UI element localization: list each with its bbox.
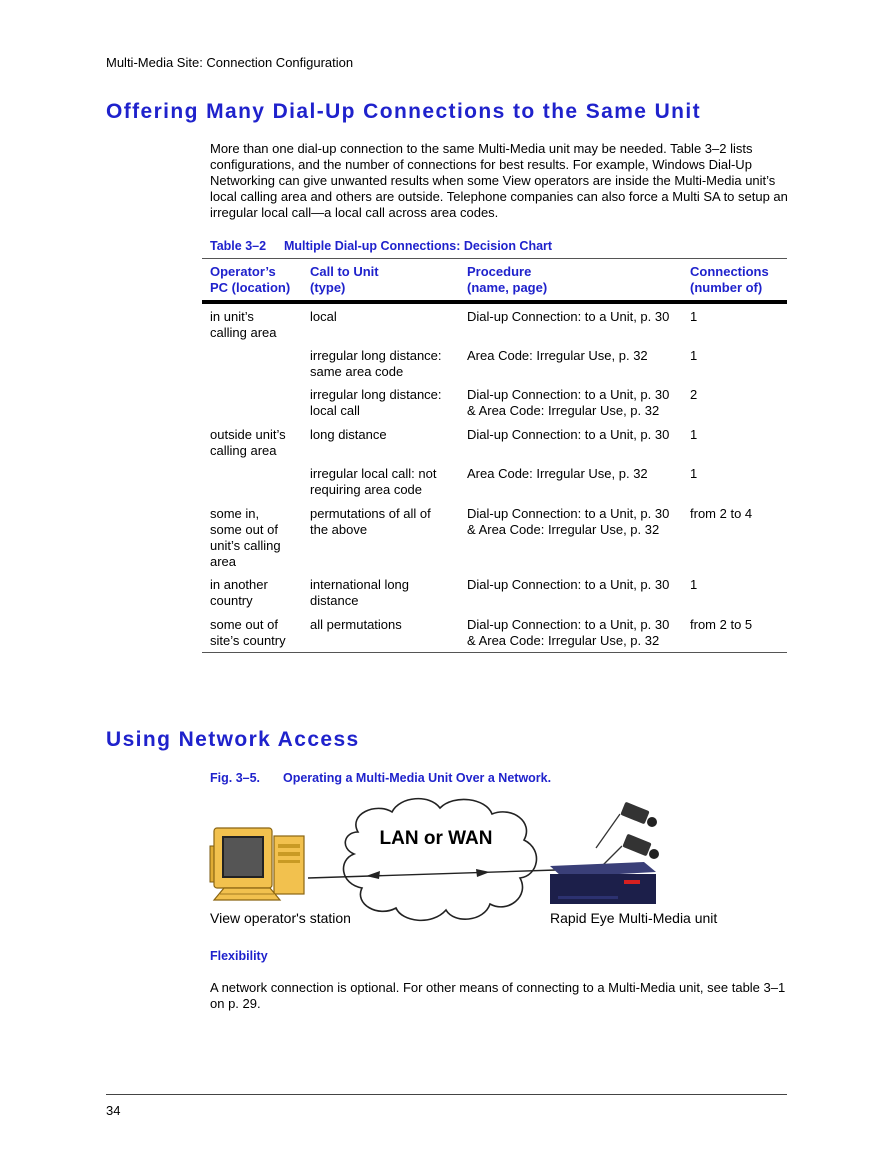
network-figure [208,792,720,932]
table-cell: Dial-up Connection: to a Unit, p. 30 & Area Code: Irregular Use, p. 32 [459,612,682,653]
table-cell: irregular long distance: local call [310,387,442,418]
table-cell: in unit’s calling area [210,309,277,340]
table-cell: some out of site’s country [202,612,302,653]
cloud-label: LAN or WAN [379,828,493,849]
table-row [202,302,787,344]
table-caption-number: Table 3–2 [210,239,267,253]
table-cell [202,462,302,501]
decision-chart-table [202,258,787,653]
table-header-row [202,259,787,303]
subheading-flexibility: Flexibility [210,949,268,963]
table-row [202,383,787,422]
table-cell: long distance [310,427,387,442]
column-header: Connections (number of) [682,259,787,303]
table-cell: 1 [690,348,698,363]
table-cell [202,344,302,383]
column-header: Operator’s PC (location) [202,259,302,303]
table-row [202,462,787,501]
table-cell [202,383,302,422]
table-cell: permutations of all of the above [310,506,431,537]
table-cell: 1 [690,577,698,592]
page-number: 34 [106,1103,121,1118]
table-cell: in another country [210,577,268,608]
figure-caption-title: Operating a Multi-Media Unit Over a Network. [283,771,552,785]
table-row [202,573,787,612]
table-cell: Area Code: Irregular Use, p. 32 [467,348,648,363]
table-cell: Dial-up Connection: to a Unit, p. 30 & Area Code: Irregular Use, p. 32 [467,506,670,537]
section-title: Offering Many Dial-Up Connections to the Same Unit [106,100,702,123]
table-cell: some in, some out of unit’s calling area [210,506,281,569]
column-header: Procedure (name, page) [459,259,682,303]
column-header: Call to Unit (type) [302,259,459,303]
table-cell: all permutations [302,612,459,653]
table-caption [210,239,552,253]
station-label: View operator's station [210,910,351,926]
figure-caption [210,771,551,785]
flexibility-paragraph: A network connection is optional. For other means of connecting to a Multi-Media unit, see table 3–1 on p. 29. [210,980,786,1011]
table-cell: from 2 to 5 [682,612,787,653]
network-diagram [208,792,720,932]
table-cell: 1 [690,309,698,324]
table-cell: from 2 to 4 [690,506,753,521]
table-cell: Dial-up Connection: to a Unit, p. 30 [467,427,670,442]
cloud-shape [344,799,537,921]
unit-label: Rapid Eye Multi-Media unit [550,910,718,926]
multimedia-unit-icon [550,862,656,904]
table-cell: international long distance [310,577,410,608]
computer-icon [210,828,304,900]
table-cell: 1 [690,466,698,481]
intro-paragraph: More than one dial-up connection to the same Multi-Media unit may be needed. Table 3–2 lists configurations, and the number of connections for best results. For example, Windows Dial-Up Networking can give unwanted results when some View operators are inside the Multi-Media unit’s local calling area and others are outside. Telephone companies can also force a Multi SA to setup an irregular local call—a local call across area codes. [210,141,788,220]
table-cell: local [310,309,337,324]
section-title: Using Network Access [106,728,360,751]
table-cell: Area Code: Irregular Use, p. 32 [467,466,648,481]
table-caption-title: Multiple Dial-up Connections: Decision Chart [284,239,553,253]
table-cell: outside unit’s calling area [210,427,286,458]
table-row [202,344,787,383]
table-cell: Dial-up Connection: to a Unit, p. 30 [467,309,670,324]
table-row [202,422,787,462]
table-cell: 2 [690,387,698,402]
table-cell: Dial-up Connection: to a Unit, p. 30 & Area Code: Irregular Use, p. 32 [467,387,670,418]
table-cell: irregular local call: not requiring area code [310,466,437,497]
table-cell: 1 [690,427,698,442]
table-row [202,501,787,573]
running-header: Multi-Media Site: Connection Configuration [106,55,354,70]
footer-divider [106,1094,787,1095]
table-cell: Dial-up Connection: to a Unit, p. 30 [467,577,670,592]
table-cell: irregular long distance: same area code [310,348,442,379]
table-row [202,612,787,653]
figure-caption-number: Fig. 3–5. [210,771,261,785]
